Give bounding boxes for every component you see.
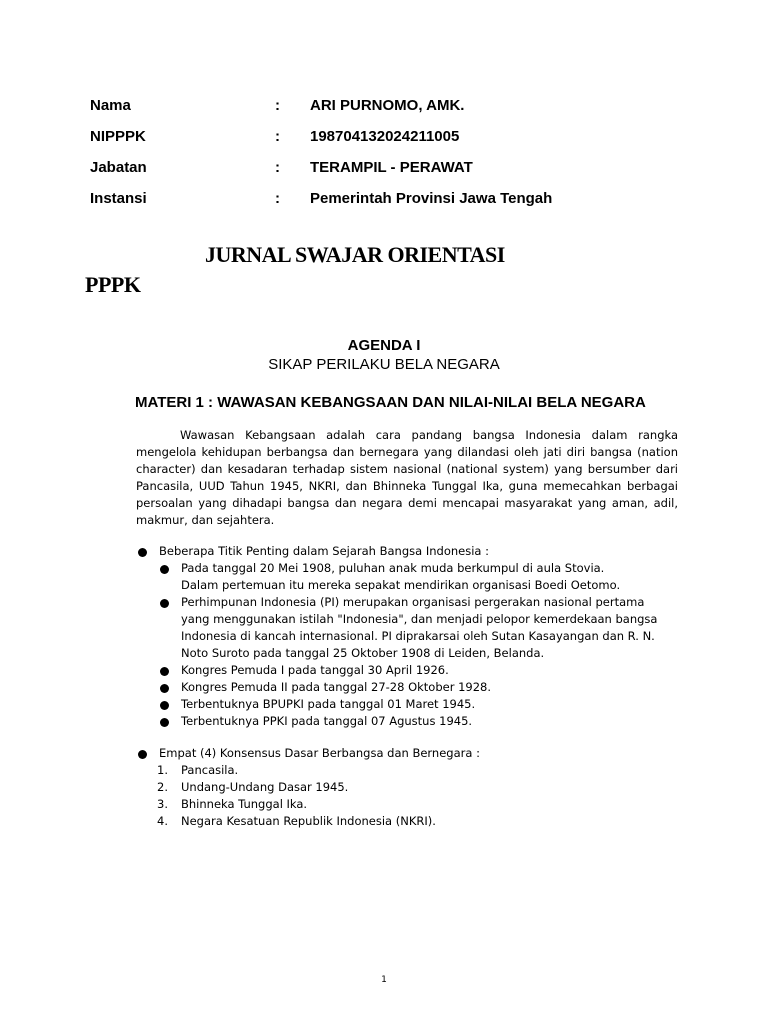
identity-value: 198704132024211005 [310,128,460,145]
identity-block [90,97,690,221]
bullet-icon [160,667,169,676]
agenda-subheading: SIKAP PERILAKU BELA NEGARA [268,356,500,373]
identity-value: TERAMPIL - PERAWAT [310,159,473,176]
list-item [136,560,676,594]
identity-separator: : [275,128,280,145]
agenda-heading: AGENDA I [347,337,421,354]
page-number: 1 [381,975,387,985]
list-heading [136,745,676,762]
identity-label: NIPPPK [90,128,146,145]
item-number: 3. [157,797,168,811]
list-item-line: Perhimpunan Indonesia (PI) merupakan organisasi pergerakan nasional pertama [181,595,645,609]
item-text: Negara Kesatuan Republik Indonesia (NKRI). [181,814,436,828]
item-number: 1. [157,763,168,777]
identity-separator: : [275,190,280,207]
intro-paragraph [136,427,678,529]
bullet-icon [160,599,169,608]
list-item [136,594,676,662]
list-heading-text: Empat (4) Konsensus Dasar Berbangsa dan Bernegara : [159,746,480,760]
item-text: Pancasila. [181,763,239,777]
list-item-line: Terbentuknya PPKI pada tanggal 07 Agustus 1945. [181,714,473,728]
bullet-icon [138,548,147,557]
identity-value: Pemerintah Provinsi Jawa Tengah [310,190,553,207]
bullet-icon [160,718,169,727]
list-item-line: Dalam pertemuan itu mereka sepakat mendirikan organisasi Boedi Oetomo. [181,578,621,592]
item-number: 4. [157,814,168,828]
bullet-icon [160,701,169,710]
document-title-continued: PPPK [85,272,141,297]
list-item [136,662,676,679]
identity-row-nama [90,97,690,128]
item-text: Undang-Undang Dasar 1945. [181,780,349,794]
consensus-list [136,745,676,830]
identity-separator: : [275,159,280,176]
list-item-line: Pada tanggal 20 Mei 1908, puluhan anak muda berkumpul di aula Stovia. [181,561,605,575]
list-item [136,713,676,730]
numbered-item [136,762,676,779]
list-item-line: Noto Suroto pada tanggal 25 Oktober 1908 di Leiden, Belanda. [181,646,545,660]
identity-row-instansi [90,190,690,221]
numbered-item [136,796,676,813]
identity-row-jabatan [90,159,690,190]
list-heading [136,543,676,560]
list-item [136,679,676,696]
identity-value: ARI PURNOMO, AMK. [310,97,465,114]
materi-heading: MATERI 1 : WAWASAN KEBANGSAAN DAN NILAI-NILAI BELA NEGARA [135,394,646,411]
document-title: JURNAL SWAJAR ORIENTASI [205,242,505,267]
identity-label: Nama [90,97,131,114]
item-text: Bhinneka Tunggal Ika. [181,797,308,811]
list-heading-text: Beberapa Titik Penting dalam Sejarah Bangsa Indonesia : [159,544,489,558]
list-item-line: Terbentuknya BPUPKI pada tanggal 01 Maret 1945. [181,697,476,711]
identity-row-nipppk [90,128,690,159]
item-number: 2. [157,780,168,794]
list-item [136,696,676,713]
bullet-icon [160,565,169,574]
list-item-line: Kongres Pemuda I pada tanggal 30 April 1926. [181,663,449,677]
identity-label: Instansi [90,190,147,207]
bullet-icon [160,684,169,693]
intro-paragraph-text: Wawasan Kebangsaan adalah cara pandang bangsa Indonesia dalam rangka mengelola kehidupan berbangsa dan bernegara yang dilandasi oleh jati diri bangsa (nation character) dan kesadaran terhadap sistem nasional (national system) yang bersumber dari Pancasila, UUD Tahun 1945, NKRI, dan Bhinneka Tunggal Ika, guna memecahkan berbagai persoalan yang dihadapi bangsa dan negara demi mencapai masyarakat yang aman, adil, makmur, dan sejahtera. [136,428,678,527]
identity-label: Jabatan [90,159,147,176]
list-item-line: Kongres Pemuda II pada tanggal 27-28 Oktober 1928. [181,680,492,694]
bullet-icon [138,750,147,759]
list-item-line: Indonesia di kancah internasional. PI diprakarsai oleh Sutan Kasayangan dan R. N. [181,629,655,643]
numbered-item [136,813,676,830]
history-list [136,543,676,730]
numbered-item [136,779,676,796]
identity-separator: : [275,97,280,114]
list-item-line: yang menggunakan istilah "Indonesia", dan menjadi pelopor kemerdekaan bangsa [181,612,658,626]
